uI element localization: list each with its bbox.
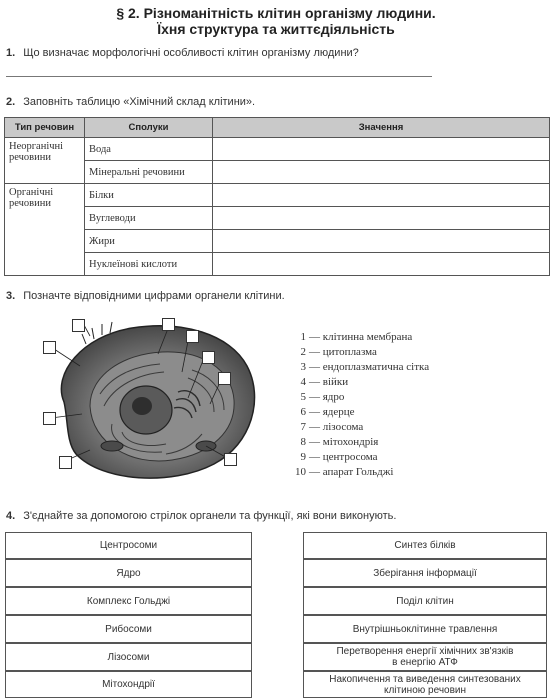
label-box[interactable]	[59, 456, 72, 469]
question-3	[6, 290, 285, 302]
function-box[interactable]: Накопичення та виведення синтезованих клітиною речовин	[303, 671, 547, 698]
label-box[interactable]	[43, 412, 56, 425]
label-box[interactable]	[162, 318, 175, 331]
section-subtitle: Їхня структура та життєдіяльність	[157, 21, 395, 37]
function-box[interactable]: Внутрішньоклітинне травлення	[303, 615, 547, 643]
organelle-box[interactable]: Рибосоми	[5, 615, 252, 643]
question-text: Що визначає морфологічні особливості клітин організму людини?	[23, 47, 359, 59]
function-box[interactable]: Перетворення енергії хімічних зв'язків в енергію АТФ	[303, 643, 547, 671]
function-box[interactable]: Поділ клітин	[303, 587, 547, 615]
type-cell: Неорганічні речовини	[5, 138, 85, 184]
header-meaning: Значення	[213, 118, 550, 138]
legend-item: 7 — лізосома	[300, 421, 364, 433]
legend-item: 4 — війки	[300, 376, 349, 388]
header-compounds: Сполуки	[85, 118, 213, 138]
label-box[interactable]	[218, 372, 231, 385]
function-box[interactable]: Зберігання інформації	[303, 559, 547, 587]
meaning-input[interactable]	[213, 207, 550, 230]
answer-line[interactable]	[6, 76, 432, 77]
label-box[interactable]	[43, 341, 56, 354]
compound-cell: Білки	[85, 184, 213, 207]
compound-cell: Мінеральні речовини	[85, 161, 213, 184]
compound-cell: Вода	[85, 138, 213, 161]
meaning-input[interactable]	[213, 161, 550, 184]
meaning-input[interactable]	[213, 230, 550, 253]
question-text: Заповніть таблицю «Хімічний склад клітини».	[23, 96, 256, 108]
question-number: 1.	[6, 47, 16, 59]
meaning-input[interactable]	[213, 184, 550, 207]
organelle-box[interactable]: Лізосоми	[5, 643, 252, 671]
chemical-composition-table	[4, 117, 550, 276]
question-text: Позначте відповідними цифрами органели клітини.	[23, 290, 285, 302]
legend-item: 8 — мітохондрія	[300, 436, 379, 448]
question-number: 3.	[6, 290, 16, 302]
legend-item: 2 — цитоплазма	[300, 346, 377, 358]
function-box[interactable]: Синтез білків	[303, 532, 547, 559]
legend-item: 5 — ядро	[300, 391, 345, 403]
compound-cell: Нуклеїнові кислоти	[85, 253, 213, 276]
compound-cell: Вуглеводи	[85, 207, 213, 230]
compound-cell: Жири	[85, 230, 213, 253]
organelle-box[interactable]: Мітохондрії	[5, 671, 252, 698]
organelle-box[interactable]: Ядро	[5, 559, 252, 587]
label-box[interactable]	[202, 351, 215, 364]
type-cell: Органічні речовини	[5, 184, 85, 276]
question-text: З'єднайте за допомогою стрілок органели та функції, які вони виконують.	[23, 510, 397, 522]
label-box[interactable]	[72, 319, 85, 332]
question-2	[6, 96, 255, 108]
legend-item: 1 — клітинна мембрана	[300, 331, 413, 343]
question-4	[6, 510, 396, 522]
legend-item: 3 — ендоплазматична сітка	[300, 361, 430, 373]
meaning-input[interactable]	[213, 138, 550, 161]
label-box[interactable]	[186, 330, 199, 343]
header-type: Тип речовин	[5, 118, 85, 138]
organelle-box[interactable]: Центросоми	[5, 532, 252, 559]
legend-item: 6 — ядерце	[300, 406, 355, 418]
meaning-input[interactable]	[213, 253, 550, 276]
legend-item: 10 — апарат Гольджі	[295, 466, 394, 478]
organelle-box[interactable]: Комплекс Гольджі	[5, 587, 252, 615]
question-1	[6, 47, 359, 59]
legend-item: 9 — центросома	[300, 451, 378, 463]
label-box[interactable]	[224, 453, 237, 466]
question-number: 2.	[6, 96, 16, 108]
section-title: § 2. Різноманітність клітин організму людини.	[116, 5, 436, 21]
question-number: 4.	[6, 510, 16, 522]
